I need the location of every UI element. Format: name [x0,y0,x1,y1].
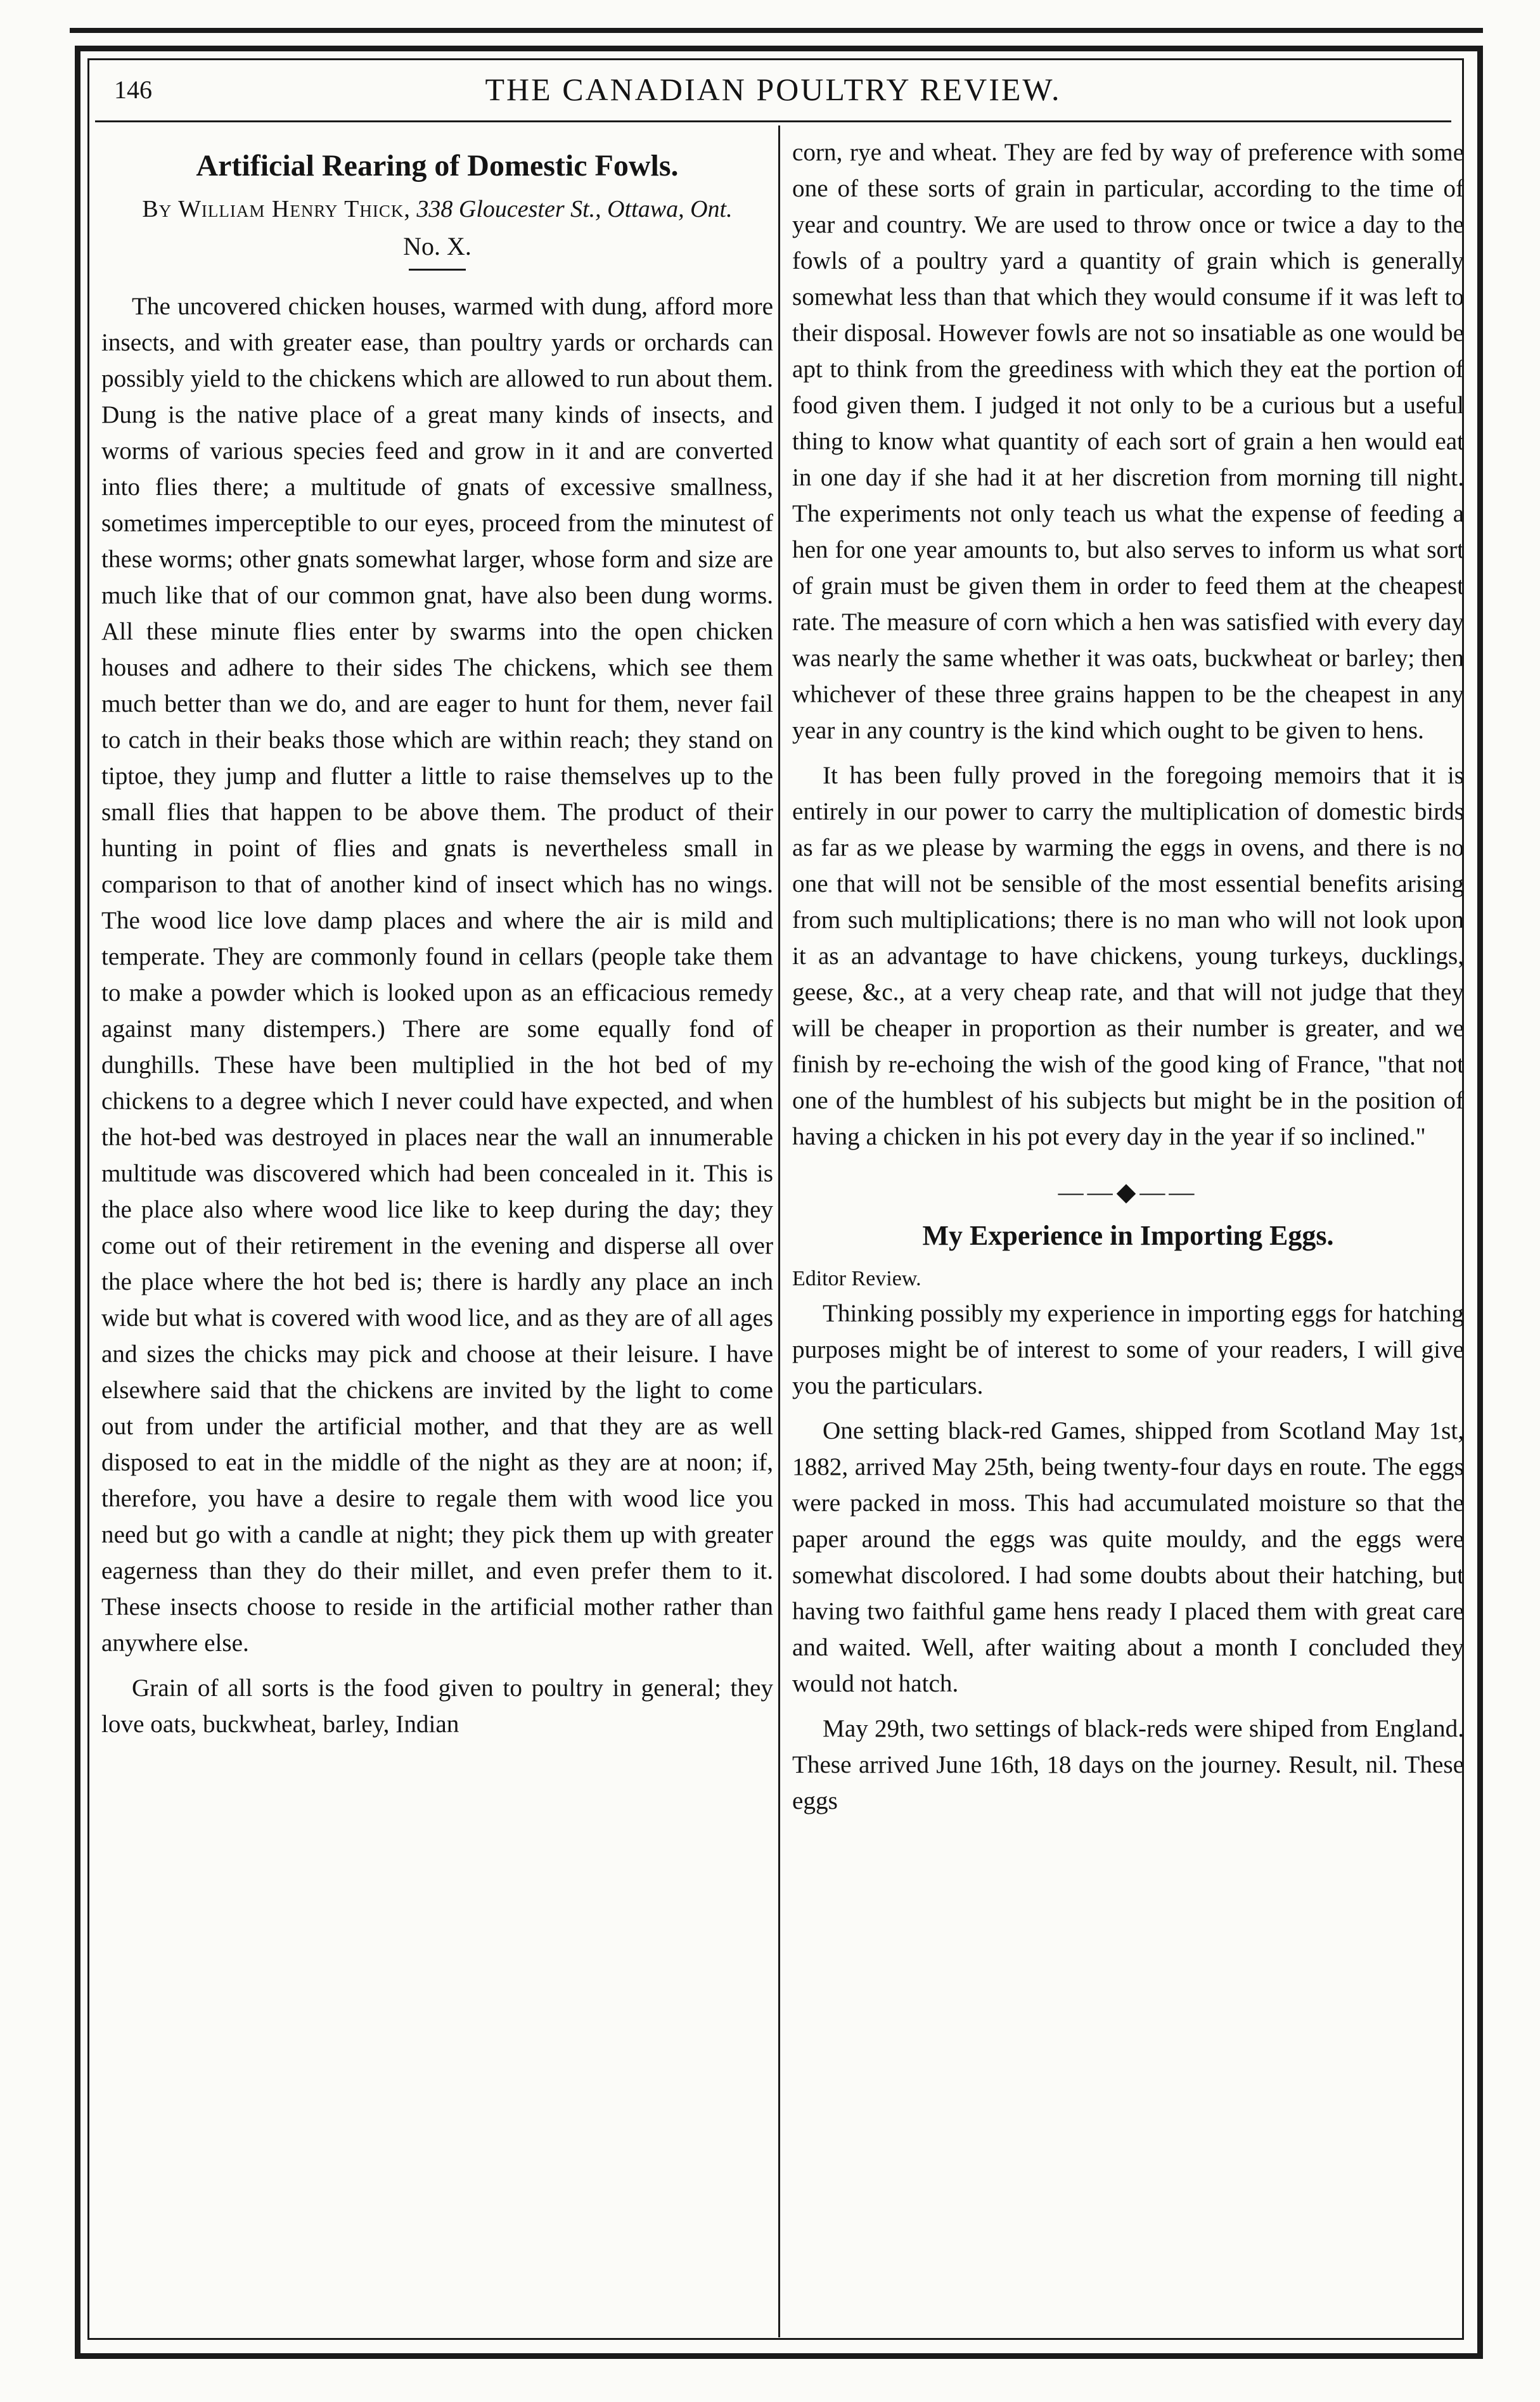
journal-title: THE CANADIAN POULTRY REVIEW. [485,72,1062,107]
section-ornament: ——◆—— [1058,1178,1198,1206]
article-title: My Experience in Importing Eggs. [922,1220,1334,1251]
left-column [101,134,773,1742]
paragraph: It has been fully proved in the foregoing memoirs that it is entirely in our power to carry the multiplication of domestic birds as far as we please by warming the eggs in ovens, and there is no one that will not be sensible of the most essential benefits arising from such multiplications; there is no man who will not look upon it as an advantage to have chickens, young turkeys, ducklings, geese, &c., at a very cheap rate, and that will not judge that they will be cheaper in proportion as their number is greater, and we finish by re-echoing the wish of the good king of France, "that not one of the humblest of his subjects but might be in the position of having a chicken in his pot every day in the year if so inclined." [792,762,1464,1150]
short-rule [409,269,466,271]
paragraph: One setting black-red Games, shipped from Scotland May 1st, 1882, arrived May 25th, being twenty-four days en route. The eggs were packed in moss. This had accumulated moisture so that the paper around the eggs was quite mouldy, and the eggs were somewhat discolored. I had some doubts about their hatching, but having two faithful game hens ready I placed them with great care and waited. Well, after waiting about a month I concluded they would not hatch. [792,1417,1464,1697]
paragraph: Thinking possibly my experience in importing eggs for hatching purposes might be of interest to some of your readers, I will give you the particulars. [792,1300,1464,1399]
top-rule [70,28,1483,33]
paragraph: May 29th, two settings of black-reds were shiped from England. These arrived June 16th, 18 days on the journey. Result, nil. These eggs [792,1715,1464,1814]
author-name: By William Henry Thick, [142,196,411,222]
salutation: Editor Review. [792,1267,921,1290]
page-number: 146 [114,75,152,104]
article-number: No. X. [403,232,472,260]
paragraph: corn, rye and wheat. They are fed by way of preference with some one of these sorts of grain in particular, according to the time of year and country. We are used to throw once or twice a day to the fowls of a poultry yard a quantity of grain which is generally somewhat less than that which they would consume if it was left to their disposal. However fowls are not so insatiable as one would be apt to think from the greediness with which they eat the portion of food given them. I judged it not only to be a curious but a useful thing to know what quantity of each sort of grain a hen would eat in one day if she had it at her discretion from morning till night. The experiments not only teach us what the expense of feeding a hen for one year amounts to, but also serves to inform us what sort of grain must be given them in order to feed them at the cheapest rate. The measure of corn which a hen was satisfied with every day was nearly the same whether it was oats, buckwheat or barley; then whichever of these three grains happen to be the cheapest in any year in any country is the kind which ought to be given to hens. [792,139,1464,744]
header-rule [95,120,1451,122]
column-divider [778,125,780,2337]
author-address: 338 Gloucester St., Ottawa, Ont. [416,196,733,222]
right-column [792,134,1464,1819]
article-title: Artificial Rearing of Domestic Fowls. [196,149,679,183]
paragraph: Grain of all sorts is the food given to poultry in general; they love oats, buckwheat, barley, Indian [101,1674,773,1738]
paragraph: The uncovered chicken houses, warmed with dung, afford more insects, and with greater ease, than poultry yards or orchards can possibly yield to the chickens which are allowed to run about them. Dung is the native place of a great many kinds of insects, and worms of various species feed and grow in it and are converted into flies there; a multitude of gnats of excessive smallness, sometimes imperceptible to our eyes, proceed from the minutest of these worms; other gnats somewhat larger, whose form and size are much like that of our common gnat, have also been dung worms. All these minute flies enter by swarms into the open chicken houses and adhere to their sides The chickens, which see them much better than we do, and are eager to hunt for them, never fail to catch in their beaks those which are within reach; they stand on tiptoe, they jump and flutter a little to raise themselves up to the small flies that happen to be above them. The product of their hunting in point of flies and gnats is nevertheless small in comparison to that of another kind of insect which has no wings. The wood lice love damp places and where the air is mild and temperate. They are commonly found in cellars (people take them to make a powder which is looked upon as an efficacious remedy against many distempers.) There are some equally fond of dunghills. These have been multiplied in the hot bed of my chickens to a degree which I never could have expected, and when the hot-bed was destroyed in places near the wall an innumerable multitude was discovered which had been concealed in it. This is the place also where wood lice like to keep during the day; they come out of their retirement in the evening and disperse all over the place where the hot bed is; there is hardly any place an inch wide but what is covered with wood lice, and as they are of all ages and sizes the chicks may pick and choose at their leisure. I have elsewhere said that the chickens are invited by the light to come out from under the artificial mother, and that they are as well disposed to eat in the middle of the night as they are at noon; if, therefore, you have a desire to regale them with wood lice you need but go with a candle at night; they pick them up with greater eagerness than they do their millet, and even prefer them to it. These insects choose to reside in the artificial mother rather than anywhere else. [101,293,773,1657]
page-header [95,71,1451,115]
byline [127,193,748,226]
